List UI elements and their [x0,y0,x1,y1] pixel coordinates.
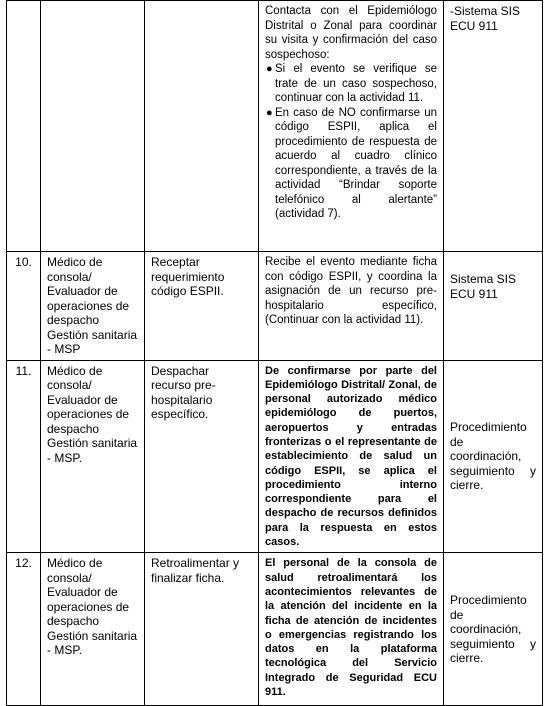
description-text: El personal de la consola de salud retroalimentará los acontecimientos relevantes de la atención del incidente en la ficha de atención de incidentes o emergencias registrando los datos en la plataforma tecnológica del Servicio Integrado de Seguridad ECU 911. [265,557,437,699]
activity-cell: Despachar recurso pre-hospitalario específico. [145,360,259,553]
description-text: Recibe el evento mediante ficha con código ESPII, y coordina la asignación de un recurso pre-hospitalario específico, (Continuar con la actividad 11). [265,256,437,326]
list-item: ● Si el evento se verifique se trate de un caso sospechoso, continuar con la actividad 11. [266,63,437,104]
table-row [7,553,543,706]
row-number-cell: 10. [7,252,41,361]
record-cell: Sistema SIS ECU 911 [444,252,543,361]
row-number-cell: 12. [7,553,41,706]
responsible-cell: Médico de consola/ Evaluador de operaciones de despacho Gestión sanitaria - MSP. [41,553,145,706]
responsible-cell: Médico de consola/ Evaluador de operaciones de despacho Gestión sanitaria - MSP [41,252,145,361]
record-cell: -Sistema SIS ECU 911 [444,1,543,252]
activity-cell: Retroalimentar y finalizar ficha. [145,553,259,706]
record-cell: Procedimiento de coordinación, seguimiento y cierre. [444,360,543,553]
description-cell [259,553,444,706]
table-row [7,360,543,553]
responsible-cell [41,1,145,252]
table-row [7,252,543,361]
description-bullet-list [265,62,437,222]
bullet-icon: ● [266,106,273,119]
record-cell: Procedimiento de coordinación, seguimiento y cierre. [444,553,543,706]
activity-cell: Receptar requerimiento código ESPII. [145,252,259,361]
procedure-table [6,0,543,706]
description-cell [259,1,444,252]
table-row [7,1,543,252]
row-number-cell: 11. [7,360,41,553]
description-cell [259,360,444,553]
description-cell [259,252,444,361]
activity-cell [145,1,259,252]
row-number-cell [7,1,41,252]
list-item: ● En caso de NO confirmarse un código ESPII, aplica el procedimiento de respuesta de acuerdo al cuadro clínico correspondiente, a través de la actividad “Brindar soporte telefónico al alertante” (actividad 7). [266,106,437,220]
description-text: De confirmarse por parte del Epidemiólogo Distrital/ Zonal, de personal autorizado médico epidemiólogo de puertos, aeropuertos y entradas fronterizas o el representante de establecimiento de salud un código ESPII, se aplica el procedimiento interno correspondiente para el despacho de recursos definidos para la respuesta en estos casos. [265,364,437,549]
description-intro: Contacta con el Epidemiólogo Distrital o Zonal para coordinar su visita y confirmación del caso sospechoso: [265,5,437,61]
responsible-cell: Médico de consola/ Evaluador de operaciones de despacho Gestión sanitaria - MSP. [41,360,145,553]
bullet-icon: ● [266,63,273,75]
